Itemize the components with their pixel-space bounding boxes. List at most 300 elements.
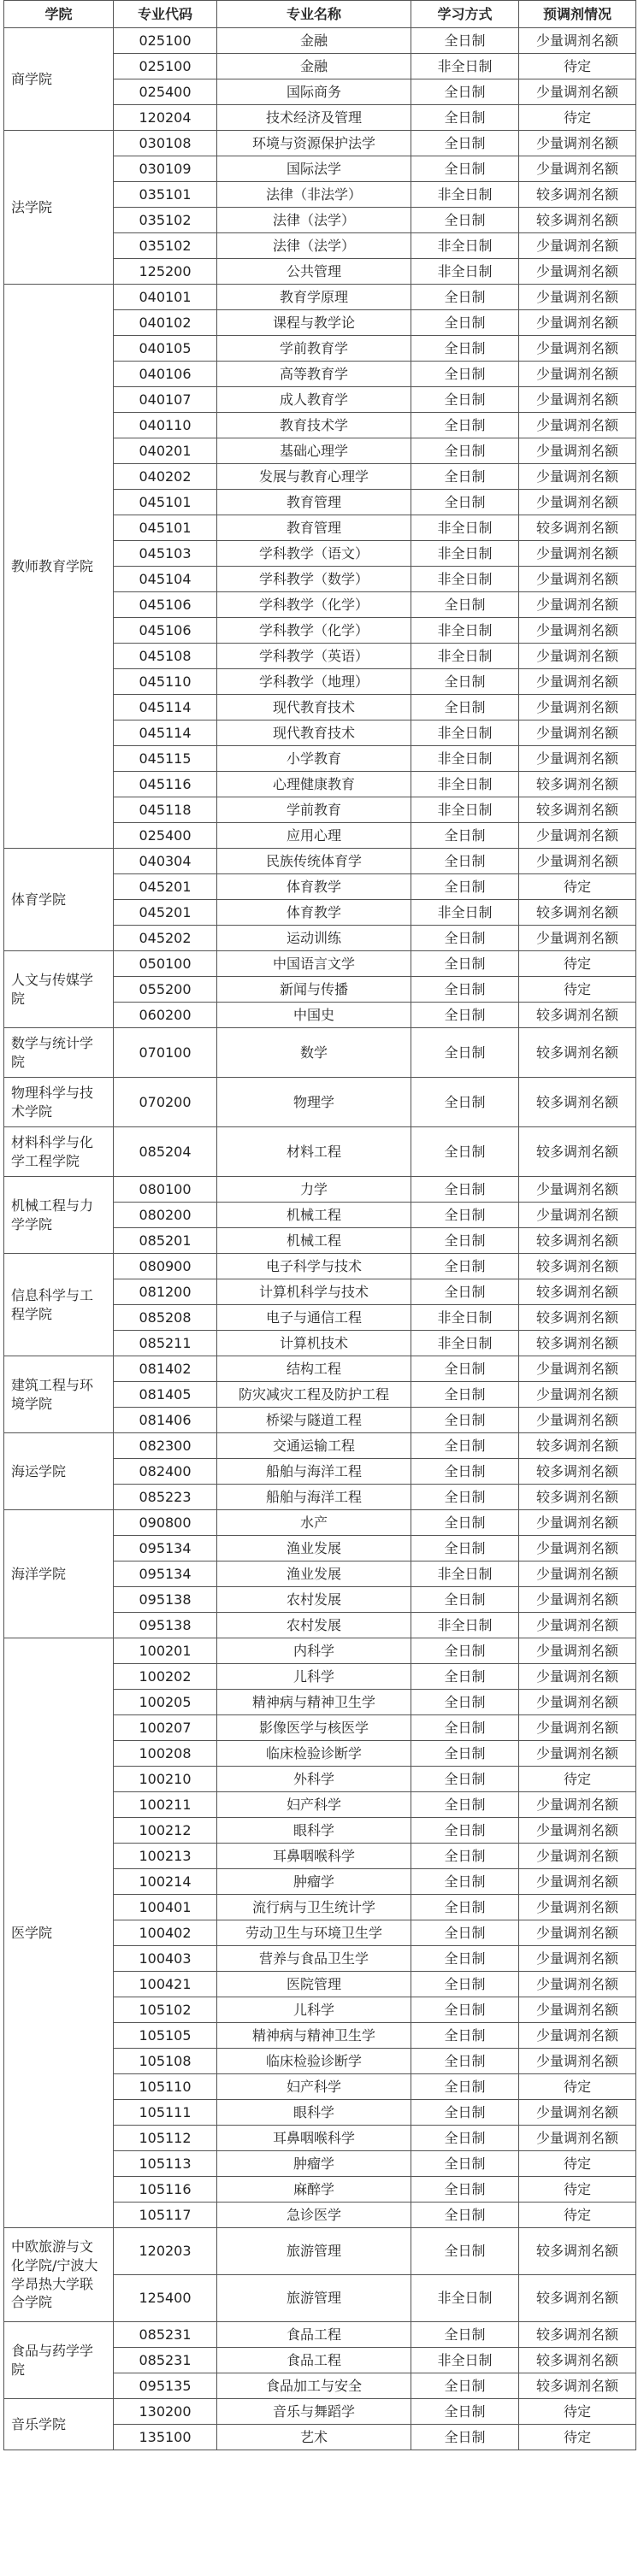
major-code-cell: 105113 xyxy=(114,2151,217,2177)
adjustment-status-cell: 较多调剂名额 xyxy=(519,1459,636,1485)
adjustment-status-cell: 较多调剂名额 xyxy=(519,1305,636,1331)
study-mode-cell: 全日制 xyxy=(411,336,519,362)
study-mode-cell: 全日制 xyxy=(411,1382,519,1408)
study-mode-cell: 全日制 xyxy=(411,1459,519,1485)
major-name-cell: 音乐与舞蹈学 xyxy=(217,2399,411,2425)
study-mode-cell: 非全日制 xyxy=(411,1305,519,1331)
adjustment-status-cell: 少量调剂名额 xyxy=(519,1356,636,1382)
study-mode-cell: 全日制 xyxy=(411,2049,519,2074)
adjustment-status-cell: 较多调剂名额 xyxy=(519,1028,636,1078)
adjustment-status-cell: 少量调剂名额 xyxy=(519,1613,636,1638)
major-code-cell: 085201 xyxy=(114,1228,217,1254)
major-name-cell: 眼科学 xyxy=(217,1818,411,1844)
adjustment-status-cell: 较多调剂名额 xyxy=(519,208,636,233)
major-name-cell: 渔业发展 xyxy=(217,1536,411,1561)
major-code-cell: 105110 xyxy=(114,2074,217,2100)
major-code-cell: 100212 xyxy=(114,1818,217,1844)
study-mode-cell: 全日制 xyxy=(411,1895,519,1920)
major-code-cell: 130200 xyxy=(114,2399,217,2425)
table-header xyxy=(4,1,636,28)
major-name-cell: 中国史 xyxy=(217,1003,411,1028)
major-name-cell: 船舶与海洋工程 xyxy=(217,1459,411,1485)
major-code-cell: 095138 xyxy=(114,1613,217,1638)
table-row xyxy=(4,28,636,54)
major-code-cell: 081200 xyxy=(114,1279,217,1305)
adjustment-status-cell: 较多调剂名额 xyxy=(519,2228,636,2275)
major-name-cell: 技术经济及管理 xyxy=(217,105,411,131)
adjustment-status-cell: 少量调剂名额 xyxy=(519,1561,636,1587)
study-mode-cell: 全日制 xyxy=(411,1536,519,1561)
table-row xyxy=(4,951,636,977)
major-name-cell: 金融 xyxy=(217,28,411,54)
major-name-cell: 电子与通信工程 xyxy=(217,1305,411,1331)
major-name-cell: 数学 xyxy=(217,1028,411,1078)
major-name-cell: 儿科学 xyxy=(217,1997,411,2023)
adjustment-status-cell: 少量调剂名额 xyxy=(519,849,636,874)
adjustment-status-cell: 少量调剂名额 xyxy=(519,1792,636,1818)
study-mode-cell: 非全日制 xyxy=(411,541,519,567)
study-mode-cell: 全日制 xyxy=(411,1767,519,1792)
study-mode-cell: 全日制 xyxy=(411,131,519,156)
study-mode-cell: 全日制 xyxy=(411,951,519,977)
adjustment-status-cell: 少量调剂名额 xyxy=(519,1536,636,1561)
study-mode-cell: 全日制 xyxy=(411,2228,519,2275)
adjustment-status-cell: 较多调剂名额 xyxy=(519,1331,636,1356)
study-mode-cell: 全日制 xyxy=(411,2399,519,2425)
adjustment-status-cell: 少量调剂名额 xyxy=(519,79,636,105)
adjustment-status-cell: 待定 xyxy=(519,2177,636,2203)
study-mode-cell: 全日制 xyxy=(411,1003,519,1028)
major-code-cell: 040202 xyxy=(114,464,217,490)
study-mode-cell: 全日制 xyxy=(411,1177,519,1203)
major-name-cell: 小学教育 xyxy=(217,746,411,772)
study-mode-cell: 全日制 xyxy=(411,1587,519,1613)
major-code-cell: 045106 xyxy=(114,592,217,618)
study-mode-cell: 全日制 xyxy=(411,28,519,54)
major-name-cell: 教育管理 xyxy=(217,490,411,515)
study-mode-cell: 全日制 xyxy=(411,2100,519,2126)
adjustment-status-cell: 较多调剂名额 xyxy=(519,1127,636,1177)
major-code-cell: 045118 xyxy=(114,797,217,823)
study-mode-cell: 全日制 xyxy=(411,105,519,131)
table-row xyxy=(4,1638,636,1664)
study-mode-cell: 非全日制 xyxy=(411,1561,519,1587)
major-name-cell: 中国语言文学 xyxy=(217,951,411,977)
adjustment-status-cell: 待定 xyxy=(519,951,636,977)
table-row xyxy=(4,1433,636,1459)
major-code-cell: 100402 xyxy=(114,1920,217,1946)
study-mode-cell: 全日制 xyxy=(411,1254,519,1279)
major-code-cell: 135100 xyxy=(114,2425,217,2450)
adjustment-status-cell: 较多调剂名额 xyxy=(519,1279,636,1305)
study-mode-cell: 非全日制 xyxy=(411,1331,519,1356)
major-name-cell: 高等教育学 xyxy=(217,362,411,387)
major-code-cell: 045104 xyxy=(114,567,217,592)
study-mode-cell: 全日制 xyxy=(411,156,519,182)
major-code-cell: 035102 xyxy=(114,208,217,233)
study-mode-cell: 全日制 xyxy=(411,490,519,515)
table-body xyxy=(4,28,636,2450)
study-mode-cell: 全日制 xyxy=(411,1408,519,1433)
adjustment-status-cell: 少量调剂名额 xyxy=(519,746,636,772)
major-code-cell: 085204 xyxy=(114,1127,217,1177)
major-name-cell: 肿瘤学 xyxy=(217,2151,411,2177)
study-mode-cell: 非全日制 xyxy=(411,746,519,772)
major-code-cell: 085223 xyxy=(114,1485,217,1510)
adjustment-status-cell: 少量调剂名额 xyxy=(519,592,636,618)
major-code-cell: 035101 xyxy=(114,182,217,208)
major-name-cell: 水产 xyxy=(217,1510,411,1536)
major-code-cell: 060200 xyxy=(114,1003,217,1028)
major-name-cell: 耳鼻咽喉科学 xyxy=(217,1844,411,1869)
major-code-cell: 025400 xyxy=(114,823,217,849)
study-mode-cell: 全日制 xyxy=(411,1972,519,1997)
adjustment-status-cell: 少量调剂名额 xyxy=(519,644,636,669)
adjustment-status-cell: 少量调剂名额 xyxy=(519,1587,636,1613)
study-mode-cell: 全日制 xyxy=(411,2322,519,2348)
major-code-cell: 080200 xyxy=(114,1203,217,1228)
adjustment-status-cell: 少量调剂名额 xyxy=(519,823,636,849)
major-name-cell: 旅游管理 xyxy=(217,2228,411,2275)
major-name-cell: 力学 xyxy=(217,1177,411,1203)
adjustment-status-cell: 较多调剂名额 xyxy=(519,515,636,541)
major-name-cell: 肿瘤学 xyxy=(217,1869,411,1895)
major-code-cell: 095134 xyxy=(114,1536,217,1561)
major-name-cell: 金融 xyxy=(217,54,411,79)
table-row xyxy=(4,1078,636,1127)
adjustment-status-cell: 较多调剂名额 xyxy=(519,1003,636,1028)
major-name-cell: 交通运输工程 xyxy=(217,1433,411,1459)
major-code-cell: 100205 xyxy=(114,1690,217,1715)
major-name-cell: 农村发展 xyxy=(217,1613,411,1638)
major-name-cell: 基础心理学 xyxy=(217,438,411,464)
major-name-cell: 食品加工与安全 xyxy=(217,2373,411,2399)
major-name-cell: 劳动卫生与环境卫生学 xyxy=(217,1920,411,1946)
major-name-cell: 环境与资源保护法学 xyxy=(217,131,411,156)
major-code-cell: 105112 xyxy=(114,2126,217,2151)
study-mode-cell: 全日制 xyxy=(411,208,519,233)
adjustment-status-cell: 少量调剂名额 xyxy=(519,1869,636,1895)
study-mode-cell: 全日制 xyxy=(411,1510,519,1536)
college-cell: 体育学院 xyxy=(4,849,114,951)
adjustment-status-cell: 少量调剂名额 xyxy=(519,336,636,362)
major-name-cell: 学前教育 xyxy=(217,797,411,823)
study-mode-cell: 全日制 xyxy=(411,2151,519,2177)
major-name-cell: 学科教学（数学） xyxy=(217,567,411,592)
college-cell: 中欧旅游与文化学院/宁波大学昂热大学联合学院 xyxy=(4,2228,114,2322)
major-name-cell: 临床检验诊断学 xyxy=(217,2049,411,2074)
major-name-cell: 临床检验诊断学 xyxy=(217,1741,411,1767)
major-name-cell: 发展与教育心理学 xyxy=(217,464,411,490)
adjustment-status-cell: 较多调剂名额 xyxy=(519,1254,636,1279)
major-code-cell: 100401 xyxy=(114,1895,217,1920)
table-row xyxy=(4,2399,636,2425)
major-code-cell: 081405 xyxy=(114,1382,217,1408)
major-name-cell: 食品工程 xyxy=(217,2348,411,2373)
major-code-cell: 100207 xyxy=(114,1715,217,1741)
major-name-cell: 现代教育技术 xyxy=(217,720,411,746)
adjustment-status-cell: 少量调剂名额 xyxy=(519,618,636,644)
study-mode-cell: 全日制 xyxy=(411,2425,519,2450)
study-mode-cell: 非全日制 xyxy=(411,567,519,592)
major-code-cell: 105111 xyxy=(114,2100,217,2126)
major-code-cell: 085231 xyxy=(114,2322,217,2348)
table-row xyxy=(4,285,636,310)
major-code-cell: 100210 xyxy=(114,1767,217,1792)
college-cell: 信息科学与工程学院 xyxy=(4,1254,114,1356)
study-mode-cell: 全日制 xyxy=(411,1997,519,2023)
study-mode-cell: 非全日制 xyxy=(411,644,519,669)
header-adjustment-status: 预调剂情况 xyxy=(519,1,636,28)
adjustment-status-cell: 少量调剂名额 xyxy=(519,310,636,336)
major-code-cell: 045106 xyxy=(114,618,217,644)
adjustment-status-cell: 少量调剂名额 xyxy=(519,1408,636,1433)
adjustment-status-cell: 较多调剂名额 xyxy=(519,2373,636,2399)
major-code-cell: 085208 xyxy=(114,1305,217,1331)
header-college: 学院 xyxy=(4,1,114,28)
major-code-cell: 120203 xyxy=(114,2228,217,2275)
major-name-cell: 学科教学（英语） xyxy=(217,644,411,669)
adjustment-status-cell: 少量调剂名额 xyxy=(519,233,636,259)
adjustment-status-cell: 较多调剂名额 xyxy=(519,772,636,797)
adjustment-status-cell: 较多调剂名额 xyxy=(519,797,636,823)
major-name-cell: 桥梁与隧道工程 xyxy=(217,1408,411,1433)
adjustment-status-cell: 少量调剂名额 xyxy=(519,1946,636,1972)
adjustment-status-cell: 待定 xyxy=(519,2425,636,2450)
major-name-cell: 法律（非法学） xyxy=(217,182,411,208)
adjustment-status-cell: 较多调剂名额 xyxy=(519,900,636,926)
college-cell: 海洋学院 xyxy=(4,1510,114,1638)
major-name-cell: 成人教育学 xyxy=(217,387,411,413)
major-name-cell: 教育管理 xyxy=(217,515,411,541)
major-name-cell: 学科教学（语文） xyxy=(217,541,411,567)
major-code-cell: 090800 xyxy=(114,1510,217,1536)
study-mode-cell: 全日制 xyxy=(411,823,519,849)
major-code-cell: 045114 xyxy=(114,720,217,746)
major-name-cell: 民族传统体育学 xyxy=(217,849,411,874)
study-mode-cell: 全日制 xyxy=(411,977,519,1003)
adjustment-status-cell: 待定 xyxy=(519,2074,636,2100)
adjustment-status-cell: 待定 xyxy=(519,2399,636,2425)
college-cell: 法学院 xyxy=(4,131,114,285)
study-mode-cell: 全日制 xyxy=(411,1485,519,1510)
study-mode-cell: 全日制 xyxy=(411,1127,519,1177)
adjustment-status-cell: 待定 xyxy=(519,54,636,79)
major-code-cell: 045201 xyxy=(114,900,217,926)
college-cell: 商学院 xyxy=(4,28,114,131)
study-mode-cell: 全日制 xyxy=(411,413,519,438)
major-name-cell: 结构工程 xyxy=(217,1356,411,1382)
major-code-cell: 105105 xyxy=(114,2023,217,2049)
major-code-cell: 045103 xyxy=(114,541,217,567)
study-mode-cell: 全日制 xyxy=(411,1638,519,1664)
major-code-cell: 040102 xyxy=(114,310,217,336)
major-code-cell: 025100 xyxy=(114,28,217,54)
header-major-name: 专业名称 xyxy=(217,1,411,28)
adjustment-status-cell: 较多调剂名额 xyxy=(519,182,636,208)
major-code-cell: 030109 xyxy=(114,156,217,182)
major-code-cell: 105116 xyxy=(114,2177,217,2203)
major-name-cell: 计算机技术 xyxy=(217,1331,411,1356)
major-code-cell: 025400 xyxy=(114,79,217,105)
table-row xyxy=(4,1254,636,1279)
adjustment-status-cell: 较多调剂名额 xyxy=(519,2322,636,2348)
study-mode-cell: 全日制 xyxy=(411,387,519,413)
adjustment-status-cell: 少量调剂名额 xyxy=(519,1895,636,1920)
major-name-cell: 机械工程 xyxy=(217,1203,411,1228)
study-mode-cell: 全日制 xyxy=(411,1690,519,1715)
major-name-cell: 法律（法学） xyxy=(217,233,411,259)
major-code-cell: 100201 xyxy=(114,1638,217,1664)
major-name-cell: 渔业发展 xyxy=(217,1561,411,1587)
header-study-mode: 学习方式 xyxy=(411,1,519,28)
major-code-cell: 045116 xyxy=(114,772,217,797)
major-code-cell: 040106 xyxy=(114,362,217,387)
major-name-cell: 课程与教学论 xyxy=(217,310,411,336)
study-mode-cell: 全日制 xyxy=(411,669,519,695)
major-name-cell: 防灾减灾工程及防护工程 xyxy=(217,1382,411,1408)
adjustment-status-cell: 待定 xyxy=(519,977,636,1003)
major-name-cell: 学科教学（化学） xyxy=(217,592,411,618)
adjustment-status-cell: 待定 xyxy=(519,874,636,900)
adjustment-status-cell: 待定 xyxy=(519,2203,636,2228)
college-cell: 音乐学院 xyxy=(4,2399,114,2450)
major-name-cell: 营养与食品卫生学 xyxy=(217,1946,411,1972)
adjustment-status-cell: 少量调剂名额 xyxy=(519,285,636,310)
major-code-cell: 100214 xyxy=(114,1869,217,1895)
study-mode-cell: 非全日制 xyxy=(411,515,519,541)
adjustment-status-cell: 少量调剂名额 xyxy=(519,1844,636,1869)
major-name-cell: 精神病与精神卫生学 xyxy=(217,1690,411,1715)
major-code-cell: 035102 xyxy=(114,233,217,259)
adjustment-status-cell: 少量调剂名额 xyxy=(519,131,636,156)
major-code-cell: 040107 xyxy=(114,387,217,413)
study-mode-cell: 全日制 xyxy=(411,362,519,387)
study-mode-cell: 全日制 xyxy=(411,1028,519,1078)
major-code-cell: 045110 xyxy=(114,669,217,695)
major-code-cell: 070100 xyxy=(114,1028,217,1078)
adjustment-status-cell: 待定 xyxy=(519,1767,636,1792)
major-name-cell: 公共管理 xyxy=(217,259,411,285)
major-name-cell: 眼科学 xyxy=(217,2100,411,2126)
major-code-cell: 040304 xyxy=(114,849,217,874)
adjustment-status-cell: 少量调剂名额 xyxy=(519,926,636,951)
college-cell: 医学院 xyxy=(4,1638,114,2228)
adjustment-status-cell: 少量调剂名额 xyxy=(519,362,636,387)
table-row xyxy=(4,1127,636,1177)
major-name-cell: 国际商务 xyxy=(217,79,411,105)
college-cell: 数学与统计学院 xyxy=(4,1028,114,1078)
major-code-cell: 040110 xyxy=(114,413,217,438)
header-row xyxy=(4,1,636,28)
major-name-cell: 新闻与传播 xyxy=(217,977,411,1003)
college-cell: 教师教育学院 xyxy=(4,285,114,849)
major-code-cell: 095138 xyxy=(114,1587,217,1613)
table-row xyxy=(4,1510,636,1536)
study-mode-cell: 非全日制 xyxy=(411,797,519,823)
study-mode-cell: 全日制 xyxy=(411,2074,519,2100)
study-mode-cell: 全日制 xyxy=(411,2373,519,2399)
major-code-cell: 080900 xyxy=(114,1254,217,1279)
major-name-cell: 法律（法学） xyxy=(217,208,411,233)
adjustment-status-cell: 较多调剂名额 xyxy=(519,1485,636,1510)
study-mode-cell: 非全日制 xyxy=(411,2275,519,2322)
table-row xyxy=(4,2228,636,2275)
major-name-cell: 计算机科学与技术 xyxy=(217,1279,411,1305)
major-code-cell: 082300 xyxy=(114,1433,217,1459)
study-mode-cell: 全日制 xyxy=(411,310,519,336)
major-code-cell: 055200 xyxy=(114,977,217,1003)
major-code-cell: 040101 xyxy=(114,285,217,310)
study-mode-cell: 非全日制 xyxy=(411,900,519,926)
study-mode-cell: 全日制 xyxy=(411,1203,519,1228)
major-name-cell: 体育教学 xyxy=(217,900,411,926)
adjustment-status-cell: 较多调剂名额 xyxy=(519,1433,636,1459)
adjustment-status-cell: 少量调剂名额 xyxy=(519,28,636,54)
major-code-cell: 100421 xyxy=(114,1972,217,1997)
study-mode-cell: 全日制 xyxy=(411,1792,519,1818)
adjustment-status-cell: 少量调剂名额 xyxy=(519,464,636,490)
adjustment-status-cell: 少量调剂名额 xyxy=(519,438,636,464)
major-name-cell: 影像医学与核医学 xyxy=(217,1715,411,1741)
major-name-cell: 妇产科学 xyxy=(217,2074,411,2100)
study-mode-cell: 全日制 xyxy=(411,464,519,490)
adjustment-status-cell: 少量调剂名额 xyxy=(519,1920,636,1946)
major-code-cell: 125200 xyxy=(114,259,217,285)
major-code-cell: 025100 xyxy=(114,54,217,79)
study-mode-cell: 全日制 xyxy=(411,1356,519,1382)
major-code-cell: 105108 xyxy=(114,2049,217,2074)
major-code-cell: 100202 xyxy=(114,1664,217,1690)
major-name-cell: 流行病与卫生统计学 xyxy=(217,1895,411,1920)
adjustment-status-cell: 少量调剂名额 xyxy=(519,2100,636,2126)
major-name-cell: 材料工程 xyxy=(217,1127,411,1177)
study-mode-cell: 全日制 xyxy=(411,1715,519,1741)
major-code-cell: 100208 xyxy=(114,1741,217,1767)
adjustment-status-cell: 少量调剂名额 xyxy=(519,1664,636,1690)
study-mode-cell: 全日制 xyxy=(411,1818,519,1844)
major-code-cell: 045202 xyxy=(114,926,217,951)
adjustment-status-cell: 少量调剂名额 xyxy=(519,387,636,413)
study-mode-cell: 全日制 xyxy=(411,1664,519,1690)
major-name-cell: 学前教育学 xyxy=(217,336,411,362)
major-code-cell: 100403 xyxy=(114,1946,217,1972)
major-name-cell: 应用心理 xyxy=(217,823,411,849)
study-mode-cell: 非全日制 xyxy=(411,2348,519,2373)
college-cell: 物理科学与技术学院 xyxy=(4,1078,114,1127)
adjustment-status-cell: 少量调剂名额 xyxy=(519,1177,636,1203)
study-mode-cell: 全日制 xyxy=(411,1078,519,1127)
major-name-cell: 教育技术学 xyxy=(217,413,411,438)
table-row xyxy=(4,131,636,156)
study-mode-cell: 全日制 xyxy=(411,285,519,310)
study-mode-cell: 非全日制 xyxy=(411,720,519,746)
study-mode-cell: 全日制 xyxy=(411,592,519,618)
study-mode-cell: 全日制 xyxy=(411,1228,519,1254)
college-cell: 机械工程与力学学院 xyxy=(4,1177,114,1254)
adjustment-status-cell: 少量调剂名额 xyxy=(519,1382,636,1408)
major-code-cell: 070200 xyxy=(114,1078,217,1127)
college-cell: 海运学院 xyxy=(4,1433,114,1510)
major-name-cell: 外科学 xyxy=(217,1767,411,1792)
major-code-cell: 040105 xyxy=(114,336,217,362)
major-name-cell: 急诊医学 xyxy=(217,2203,411,2228)
major-name-cell: 运动训练 xyxy=(217,926,411,951)
study-mode-cell: 全日制 xyxy=(411,438,519,464)
major-code-cell: 081402 xyxy=(114,1356,217,1382)
adjustment-status-cell: 少量调剂名额 xyxy=(519,1818,636,1844)
study-mode-cell: 全日制 xyxy=(411,1741,519,1767)
